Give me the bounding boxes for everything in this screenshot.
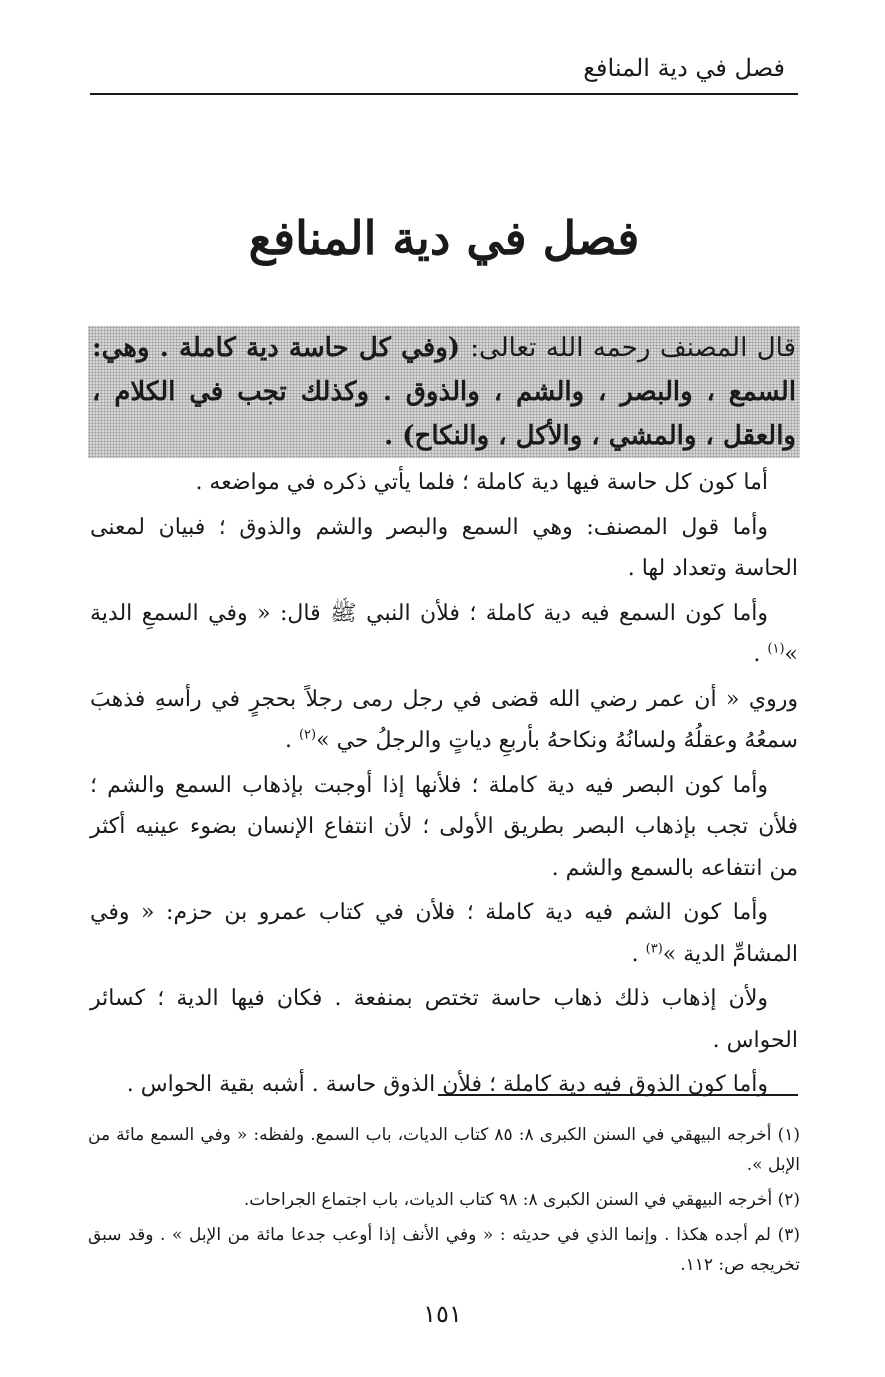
paragraph-text: ولأن إذهاب ذلك ذهاب حاسة تختص بمنفعة . فكان فيها الدية ؛ كسائر الحواس . — [90, 986, 798, 1053]
footnote-ref[interactable]: (٣) — [645, 941, 663, 957]
paragraph-end: . — [631, 941, 646, 967]
running-head: فصل في دية المنافع — [583, 54, 785, 82]
footnote-ref[interactable]: (١) — [767, 641, 785, 657]
paragraph — [90, 978, 798, 1061]
matn-lead: قال المصنف رحمه الله تعالى: — [470, 333, 796, 363]
paragraph — [90, 1064, 798, 1106]
paragraph — [90, 507, 798, 590]
chapter-title: فصل في دية المنافع — [248, 211, 640, 265]
paragraph — [90, 892, 798, 975]
paragraph — [90, 462, 798, 504]
paragraph — [90, 765, 798, 890]
paragraph-end: . — [753, 642, 768, 667]
commentary-body — [90, 462, 798, 1109]
footnote: (٢) أخرجه البيهقي في السنن الكبرى ٨: ٩٨ كتاب الديات، باب اجتماع الجراحات. — [243, 1190, 800, 1210]
paragraph — [90, 679, 798, 762]
paragraph-text: وأما كون البصر فيه دية كاملة ؛ فلأنها إذا أوجبت بإذهاب السمع والشم ؛ فلأن تجب بإذهاب البصر بطريق الأولى ؛ لأن انتفاع الإنسان بضوء عينيه أكثر من انتفاعه بالسمع والشم . — [90, 772, 798, 881]
paragraph-text: وأما قول المصنف: وهي السمع والبصر والشم والذوق ؛ فبيان لمعنى الحاسة وتعداد لها . — [90, 514, 798, 581]
footnote-ref[interactable]: (٢) — [298, 727, 317, 743]
matn-block — [88, 326, 800, 458]
paragraph-text: وأما كون الشم فيه دية كاملة ؛ فلأن في كتاب عمرو بن حزم: « وفي المشامِّ الدية » — [90, 900, 798, 967]
matn-text: (وفي كل حاسة دية كاملة . وهي: السمع ، والبصر ، والشم ، والذوق . وكذلك تجب في الكلام ، والعقل ، والمشي ، والأكل ، والنكاح) . — [92, 333, 796, 451]
footnote: (١) أخرجه البيهقي في السنن الكبرى ٨: ٨٥ كتاب الديات، باب السمع. ولفظه: « وفي السمع مائة من الإبل ». — [88, 1125, 800, 1175]
paragraph-text: وأما كون السمع فيه دية كاملة ؛ فلأن النبي ﷺ قال: « وفي السمعِ الدية » — [90, 600, 798, 667]
paragraph-text: وروي « أن عمر رضي الله قضى في رجل رمى رجلاً بحجرٍ في رأسهِ فذهبَ سمعُهُ وعقلُهُ ولسانُهُ ونكاحهُ بأربعِ دياتٍ والرجلُ حي » — [90, 686, 798, 753]
page-number: ١٥١ — [423, 1300, 462, 1328]
paragraph-text: وأما كون الذوق فيه دية كاملة ؛ فلأن الذوق حاسة . أشبه بقية الحواس . — [126, 1072, 768, 1097]
footnotes — [88, 1120, 800, 1285]
paragraph-end: . — [284, 728, 299, 753]
header-rule — [90, 93, 798, 95]
footnote: (٣) لم أجده هكذا . وإنما الذي في حديثه : « وفي الأنف إذا أوعب جدعا مائة من الإبل » . وقد سبق تخريجه ص: ١١٢. — [88, 1225, 800, 1275]
paragraph — [90, 593, 798, 676]
paragraph-text: أما كون كل حاسة فيها دية كاملة ؛ فلما يأتي ذكره في مواضعه . — [195, 470, 768, 495]
